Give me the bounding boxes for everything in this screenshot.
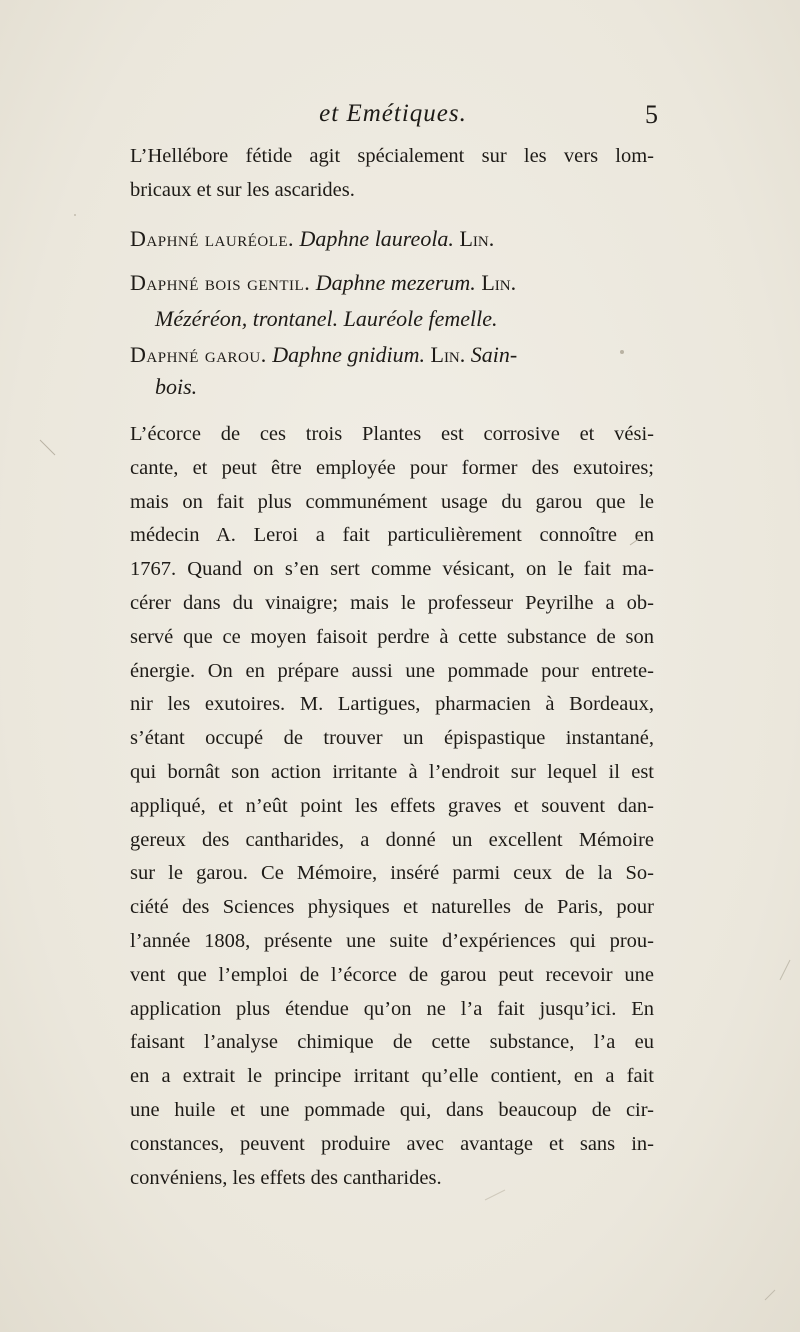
text-line: sur le garou. Ce Mémoire, inséré parmi ceux de la So- [130,862,654,885]
text-line: énergie. On en prépare aussi une pommade pour entrete- [130,659,654,682]
french-name: Daphné lauréole. [130,226,295,251]
text-line: faisant l’analyse chimique de cette substance, l’a eu [130,1031,654,1054]
synonyms-start: Sain- [470,342,518,367]
french-name: Daphné bois gentil. [130,270,311,295]
latin-name: Daphne mezerum. [315,270,476,295]
text-line: convéniens, les effets des cantharides. [130,1166,442,1189]
synonyms-line: bois. [155,374,198,399]
text-line: servé que ce moyen faisoit perdre à cette substance de son [130,625,654,648]
text-line: 1767. Quand on s’en sert comme vésicant, on le fait ma- [130,558,654,581]
text-line: application plus étendue qu’on ne l’a fait jusqu’ici. En [130,997,654,1020]
authority: Lin. [459,226,495,251]
text-line: une huile et une pommade qui, dans beaucoup de cir- [130,1098,654,1121]
text-line: en a extrait le principe irritant qu’elle contient, en a fait [130,1065,654,1088]
text-line: s’étant occupé de trouver un épispastique instantané, [130,727,654,750]
text-line: cante, et peut être employée pour former des exutoires; [130,456,654,479]
synonyms-line: Mézéréon, trontanel. Lauréole femelle. [155,306,498,331]
text-line: L’Hellébore fétide agit spécialement sur les vers lom- [130,145,654,167]
authority: Lin. [430,342,466,367]
latin-name: Daphne gnidium. [272,342,425,367]
text-line: mais on fait plus communément usage du garou que le [130,490,654,513]
text-line: cérer dans du vinaigre; mais le professeur Peyrilhe a ob- [130,591,654,614]
running-title: et Emétiques. [319,100,467,127]
text-line: bricaux et sur les ascarides. [130,178,355,201]
text-line: constances, peuvent produire avec avantage et sans in- [130,1132,654,1155]
authority: Lin. [481,270,517,295]
text-line: qui bornât son action irritante à l’endroit sur lequel il est [130,760,654,783]
french-name: Daphné garou. [130,342,267,367]
text-line: vent que l’emploi de l’écorce de garou peut recevoir une [130,963,654,986]
text-line: nir les exutoires. M. Lartigues, pharmacien à Bordeaux, [130,693,654,716]
latin-name: Daphne laureola. [299,226,454,251]
text-line: médecin A. Leroi a fait particulièrement connoître en [130,524,654,547]
page-number: 5 [645,100,658,129]
text-line: L’écorce de ces trois Plantes est corrosive et vési- [130,423,654,445]
text-line: ciété des Sciences physiques et naturelles de Paris, pour [130,896,654,919]
text-line: l’année 1808, présente une suite d’expériences qui prou- [130,929,654,952]
text-line: appliqué, et n’eût point les effets graves et souvent dan- [130,794,654,817]
text-line: gereux des cantharides, a donné un excellent Mémoire [130,828,654,851]
